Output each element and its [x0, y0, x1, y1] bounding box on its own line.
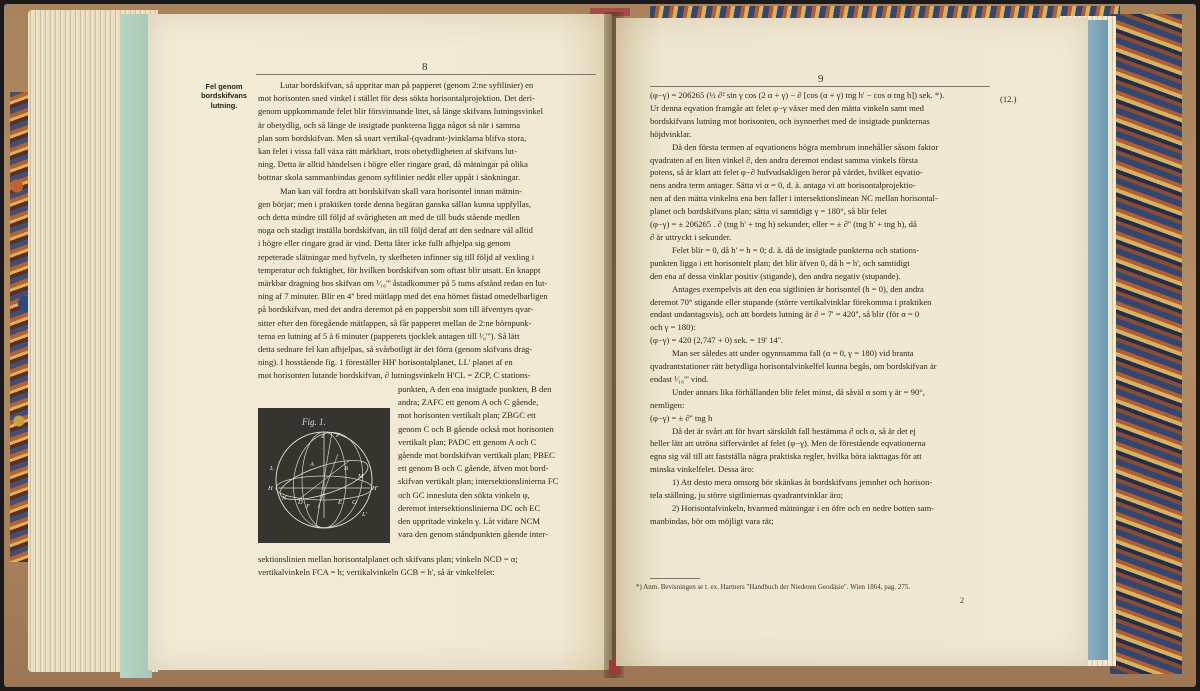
text-line: endast ¹⁄₁₆''' vind. — [650, 373, 709, 384]
text-line: sitter efter den föregående mätlappen, så får papperet mellan de 2:ne hörnpunk- — [258, 317, 532, 328]
text-line: nens andra term antager. Sätta vi α = 0, d. ä. antaga vi att horisontalprojektio- — [650, 180, 916, 191]
text-line: är obetydlig, och så länge de insigtade punkterna ligga något så när i samma — [258, 119, 521, 130]
text-line: gen börjar; men i praktiken torde denna begäran ganska sällan kunna uppfyllas, — [258, 198, 531, 209]
text-line: plan som bordskifvan. Men så snart vertikal-(qvadrant-)vinklarna blifva stora, — [258, 132, 527, 143]
text-line: genom C och B gående också mot horisonten — [398, 423, 554, 434]
text-line: på bordskifvan, med det andra deremot på en pappersbit som till äfventyrs qvar- — [258, 304, 534, 315]
text-line: Man ser således att under ogynnsamma fall (α = 0, γ = 180) vid branta — [672, 348, 914, 359]
figure-label: H' — [372, 485, 379, 492]
text-line: ning. Detta är alltid händelsen i högre eller ringare grad, då mätningar på olika — [258, 159, 528, 170]
text-line: Antages exempelvis att den ena sigtlinien är horisontel (h = 0), den andra — [672, 283, 924, 294]
text-line: nemligen: — [650, 399, 685, 410]
text-line: bottnar skola sammanbindas genom syftlinier nedåt eller uppåt i sänkningar. — [258, 172, 521, 183]
header-rule-left — [256, 74, 596, 75]
text-line: deremot intersektionslinierna DC och EC — [398, 502, 541, 513]
figure-label: L — [270, 465, 274, 472]
text-line: ning). I hosstående fig. 1 föreställer HH' horisontalplanet, LL' planet af en — [258, 357, 513, 368]
text-line: potens, så är klart att felet φ−∂ hufvudsakligen beror på värdet, hvilket eqvatio- — [650, 167, 923, 178]
text-line: Ur denna eqvation framgår att felet φ−γ växer med den mätta vinkeln samt med — [650, 102, 924, 113]
figure-label: B — [344, 465, 348, 472]
figure-label: N — [282, 495, 287, 502]
text-line: genom uppkommande felet blir försvinnande litet, så länge skifvans lutningsvinkel — [258, 106, 543, 117]
text-line: nen af den mätta vinkelns ena ben faller i intersektionslinean NC mellan horisontal- — [650, 193, 938, 204]
marbled-endpaper-right — [1110, 14, 1182, 674]
left-body-wrap — [398, 383, 598, 541]
figure-label: G — [352, 499, 357, 506]
text-line: planet och bordskifvans plan; sätta vi samtidigt γ = 180°, så blir felet — [650, 206, 887, 217]
sidenote: Fel genom bordskifvans lutning. — [200, 82, 247, 110]
text-line: höjdvinklar. — [650, 128, 692, 139]
text-line: vertikalt plan; PADC ett genom A och C — [398, 436, 537, 447]
figure-label: P — [336, 432, 340, 439]
right-body — [650, 89, 994, 528]
text-line: mot horisonten lutande bordskifvan, ∂ lutningsvinkeln H'CL = ZCP, C stations- — [258, 370, 531, 381]
equation-number: (12.) — [1000, 94, 1017, 104]
text-line: ning af 7 minuter. Blir en 4'' bred mätlapp med det ena hörnet fästad omedelbarligen — [258, 291, 548, 302]
text-line: vertikalvinkeln FCA = h; vertikalvinkeln GCB = h', så är vinkelfelet: — [258, 567, 495, 578]
left-body-bottom — [258, 553, 598, 579]
text-line: minska vinkelfelet. Dessa äro: — [650, 464, 755, 475]
text-line: ∂ är uttryckt i sekunder. — [650, 231, 732, 242]
text-line: mot horisonten sned vinkel i stället för dess sökta horisontalprojektion. Det deri- — [258, 93, 535, 104]
text-line: gående mot bordskifvan vertikalt plan; PBEC — [398, 450, 555, 461]
text-line: qvadraten af en liten vinkel ∂, den andra deremot endast samma vinkels första — [650, 154, 918, 165]
text-line: Lutar bordskifvan, så uppritar man på papperet (genom 2:ne syftlinier) en — [280, 80, 534, 90]
text-line: endast undantagsvis), och att bordets lutning är ∂ = 7' = 420'', så blir (för α = 0 — [650, 309, 920, 320]
text-line: (φ−γ) = ± ∂'' tng h — [650, 412, 713, 423]
text-line: kan felet i vissa fall växa rätt märkbart, trots obetydligheten af skifvans lut- — [258, 146, 517, 157]
text-line: och detta mindre till följd af svårigheten att med de till buds stående medlen — [258, 212, 520, 223]
figure-label: Z — [321, 433, 325, 440]
text-line: Då den första termen af eqvationens högra membrum innehåller såsom faktor — [672, 141, 939, 152]
text-line: heller lätt att utröna siffervärdet af felet (φ−γ). Men de förestående eqvationerna — [650, 438, 926, 449]
text-line: Felet blir = 0, då h' = h = 0; d. ä. då de insigtade punkterna och stations- — [672, 244, 920, 255]
text-line: den uppritade vinkeln γ. Låt vidare NCM — [398, 516, 540, 527]
signature-mark: 2 — [960, 596, 964, 605]
header-rule-right — [650, 86, 990, 87]
text-line: 2) Horisontalvinkeln, hvarmed mätningar i en öfre och en nedre botten sam- — [672, 503, 935, 513]
text-line: ett genom B och C gående, äfven mot bord- — [398, 463, 549, 474]
figure-caption: Fig. 1. — [302, 417, 326, 427]
figure-label: C — [320, 493, 325, 500]
text-line: noga och stadigt inställa bordskifvan, än till följd deraf att den sednare väl alltid — [258, 225, 533, 236]
figure-label: D — [298, 499, 303, 506]
text-line: (φ−γ) = 206265 (½ ∂² sin γ cos (2 α + γ) − ∂ [cos (α + γ) tng h' − cos α tng h]) sek. *). — [650, 90, 945, 100]
text-line: och GC innesluta den sökta vinkeln φ, — [398, 489, 530, 500]
text-line: Under annars lika förhållanden blir felet minst, då såväl α som γ är = 90°, — [672, 386, 925, 397]
text-line: andra; ZAFC ett genom A och C gående, — [398, 397, 539, 408]
footnote-rule — [650, 578, 700, 579]
text-line: detta sednare fel kan afhjelpas, så svårbotligt är det förra (genom skifvans drag- — [258, 344, 533, 355]
marbled-edge-top — [650, 6, 1120, 18]
text-line: tela ställning, ju större sigtliniernas qvadrantvinklar äro; — [650, 490, 844, 501]
text-line: Då det är svårt att för hvart särskildt fall bestämma ∂ och α, så är det ej — [672, 425, 916, 436]
figure-label: E — [338, 499, 342, 506]
text-line: i högre eller ringare grad är vind. Detta låter icke fullt afhjelpa sig genom — [258, 238, 511, 249]
figure-1 — [258, 408, 390, 543]
text-line: sektionslinien mellan horisontalplanet och skifvans plan; vinkeln NCD = α; — [258, 554, 518, 564]
text-line: mot horisonten vertikalt plan; ZBGC ett — [398, 410, 536, 421]
text-line: (φ−γ) = ± 206265 . ∂ (tng h' + tng h) sekunder, eller = ± ∂'' (tng h' + tng h), då — [650, 219, 917, 230]
text-line: skifvan vertikalt plan; intersektionslinierna FC — [398, 476, 559, 487]
text-line: vara den genom ståndpunkten gående inter- — [398, 529, 548, 540]
figure-label: F — [306, 503, 310, 510]
figure-label: M — [358, 473, 364, 480]
text-line: temperatur och fuktighet, för hvilken bordskifvan som oftast blir utsatt. En knappt — [258, 264, 541, 275]
figure-label: L' — [362, 511, 368, 518]
text-line: (φ−γ) = 420 (2,747 + 0) sek. = 19' 14''. — [650, 335, 784, 346]
page-number-left: 8 — [422, 61, 428, 73]
text-line: egna sig väl till att fastställa några praktiska regler, hvilka böra iakttagas för att — [650, 451, 922, 462]
figure-label: H — [268, 485, 273, 492]
text-line: Man kan väl fordra att bordskifvan skall vara horisontel innan mätnin- — [280, 185, 522, 196]
text-line: terna en lutning af 5 à 6 minuter (papperets tjocklek antagen till ¹⁄₈'''). Så lätt — [258, 330, 520, 341]
text-line: punkten ligga i ett horisontelt plan; det blir äfven 0, då h = h', och samtidigt — [650, 257, 910, 268]
text-line: punkten, A den ena insigtade punkten, B den — [398, 384, 552, 394]
text-line: repeterade slätningar med hyfveln, ty skefheten infinner sig till följd af vexling i — [258, 251, 535, 262]
footnote: *) Anm. Bevisningen se t. ex. Hartners "Handbuch der Niederen Geodäsie". Wien 1864, pag. 275. — [636, 583, 911, 591]
text-line: och γ = 180): — [650, 322, 696, 333]
left-body-top — [258, 79, 598, 383]
text-line: qvadrantstationer rätt betydliga horisontalvinkelfel kunna begås, om bordskifvan är — [650, 361, 937, 372]
text-line: bordskifvans lutning mot horisonten, och isynnerhet med de insigtade punkternas — [650, 115, 930, 126]
figure-label: A — [310, 461, 314, 468]
text-line: manbindas, bör om möjligt vara rät; — [650, 515, 774, 526]
text-line: den ena af dessa vinklar positiv (stigande), den andra negativ (stupande). — [650, 270, 901, 281]
text-line: 1) Att desto mera omsorg bör skänkas åt bordskifvans jemnhet och horison- — [672, 477, 933, 488]
text-line: deremot 70° stigande eller stupande (större vertikalvinklar förekomma i praktiken — [650, 296, 932, 307]
text-line: märkbar dragning hos skifvan om ¹⁄₁₆''' åstadkommer på 5 tums afstånd redan en lut- — [258, 278, 548, 289]
page-number-right: 9 — [818, 73, 824, 85]
